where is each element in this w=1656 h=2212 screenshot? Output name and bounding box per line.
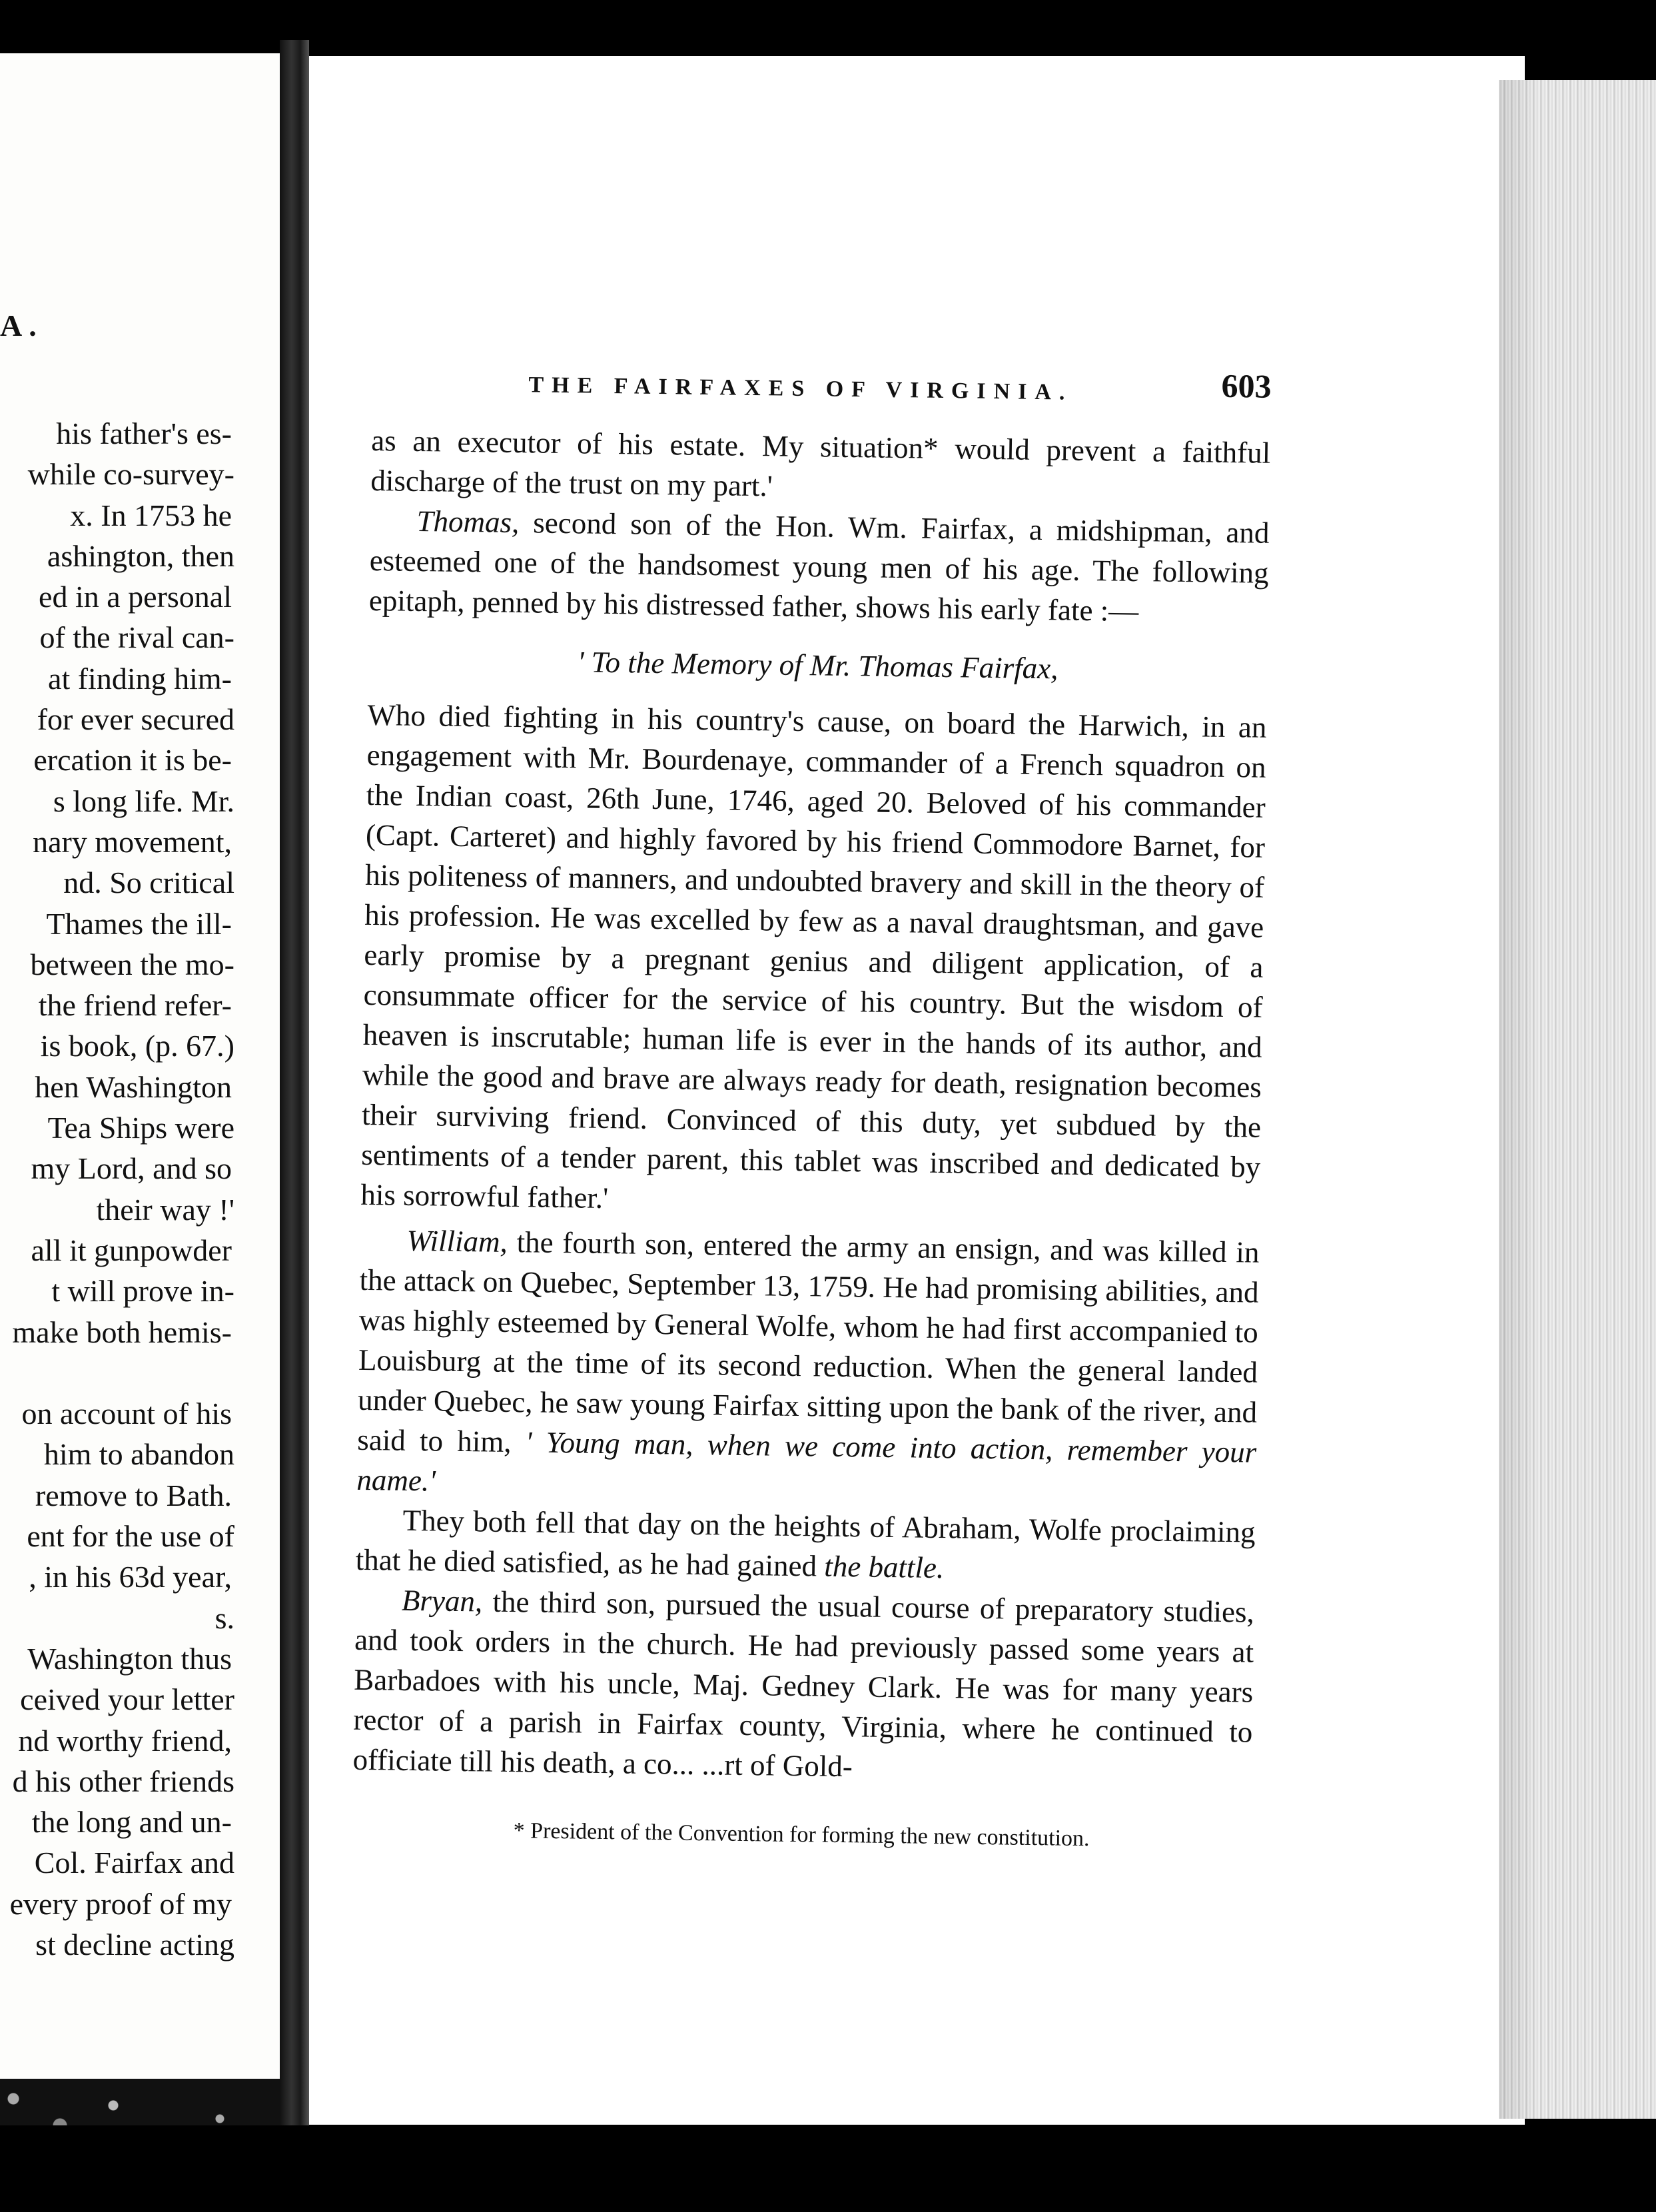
paragraph-wolfe	[355, 1500, 1256, 1592]
left-text-line: s long life. Mr.	[53, 784, 234, 818]
right-page	[309, 56, 1525, 2125]
paragraph-thomas-text: second son of the Hon. Wm. Fairfax, a midshipman, and esteemed one of the handsomest young men of his age. The following epitaph, penned by his distressed father, shows his early fate :—	[368, 506, 1270, 628]
epitaph-title: ' To the Memory of Mr. Thomas Fairfax,	[577, 645, 1058, 686]
left-text-line: ceived your letter	[20, 1682, 234, 1717]
name-thomas: Thomas,	[416, 504, 520, 540]
left-page-text	[0, 413, 232, 1965]
left-text-line: Col. Fairfax and	[34, 1846, 234, 1880]
footnote: * President of the Convention for forming the new constitution.	[513, 1818, 1090, 1852]
left-text-line: make both hemis-	[12, 1315, 232, 1349]
paragraph-bryan-text: the third son, pursued the usual course of preparatory studies, and took orders in the church. He had previously passed some years at Barbadoes with his uncle, Maj. Gedney Clark. He was for many years rector of a parish in Fairfax county, Virginia, where he continued to officiate till his death, a co... ...rt of Gold-	[352, 1584, 1255, 1784]
left-text-line: my Lord, and so	[31, 1151, 232, 1186]
left-text-line: him to abandon	[43, 1437, 234, 1472]
running-head	[372, 359, 1272, 425]
left-text-line: of the rival can-	[39, 620, 234, 655]
running-title: THE FAIRFAXES OF VIRGINIA.	[528, 372, 1073, 405]
left-text-line: at finding him-	[48, 661, 232, 696]
left-text-line: all it gunpowder	[31, 1233, 232, 1267]
left-text-line: st decline acting	[35, 1927, 234, 1961]
left-text-line: d his other friends	[12, 1764, 234, 1798]
left-running-head: A.	[0, 308, 43, 342]
the-battle: the battle.	[823, 1549, 945, 1585]
left-text-line: nary movement,	[33, 824, 232, 859]
left-text-line: the long and un-	[31, 1805, 232, 1840]
left-text-line: while co-survey-	[27, 457, 234, 492]
left-text-line: their way !'	[96, 1192, 234, 1227]
left-text-line: between the mo-	[30, 947, 234, 981]
paragraph-executor: as an executor of his estate. My situation* would prevent a faithful discharge of the trust on my part.'	[370, 423, 1271, 503]
page-number: 603	[1221, 366, 1272, 405]
left-text-line: Washington thus	[27, 1641, 232, 1676]
left-text-line: , in his 63d year,	[29, 1560, 232, 1594]
left-text-line: Tea Ships were	[47, 1111, 234, 1145]
scan-background-bottom	[0, 2125, 1656, 2212]
paragraph-wolfe-text: They both fell that day on the heights of Abraham, Wolfe proclaiming that he died satisfied, as he had gained	[355, 1503, 1256, 1583]
paragraph-william-text: the fourth son, entered the army an ensign, and was killed in the attack on Quebec, September 13, 1759. He had promising abilities, and was highly esteemed by General Wolfe, whom he had first accompanied to Louisburg at the time of its second reduction. When the general landed under Quebec, he saw young Fairfax sitting upon the bank of the river, and said to him,	[357, 1225, 1260, 1459]
left-text-line: is book, (p. 67.)	[40, 1029, 234, 1063]
left-facing-page	[0, 53, 280, 2132]
paragraph-william	[356, 1220, 1260, 1512]
left-text-line: the friend refer-	[38, 988, 232, 1023]
left-text-line	[0, 1353, 234, 1393]
left-text-line: s.	[214, 1600, 234, 1635]
left-text-line: ashington, then	[47, 538, 234, 573]
left-text-line: for ever secured	[37, 702, 234, 737]
page-edge-shadow	[1499, 80, 1539, 2119]
left-text-line: every proof of my	[9, 1886, 232, 1921]
left-text-line: ercation it is be-	[33, 743, 232, 778]
left-text-line: x. In 1753 he	[70, 498, 232, 532]
paragraph-thomas	[369, 500, 1270, 633]
left-text-line: nd. So critical	[63, 865, 234, 900]
left-text-line: remove to Bath.	[35, 1478, 232, 1512]
left-text-line: ent for the use of	[27, 1519, 234, 1554]
epitaph-body: Who died fighting in his country's cause, on board the Harwich, in an engagement with Mr. Bourdenaye, commander of a French squadron on the Indian coast, 26th June, 1746, aged 20. Beloved of his commander (Capt. Carteret) and highly favored by his friend Commodore Barnet, for his politeness of manners, and undoubted bravery and skill in the theory of his profession. He was excelled by few as a naval draughtsman, and gave early promise by a pregnant genius and diligent application, of a consummate officer for the service of his country. But the wisdom of heaven is inscrutable; human life is ever in the hands of its author, and while the good and brave are always ready for death, resignation becomes their surviving friend. Convinced of this duty, yet subdued by the sentiments of a tender parent, this tablet was inscribed and dedicated by his sorrowful father.'	[360, 698, 1267, 1215]
name-william: William,	[406, 1223, 508, 1259]
wolfe-quote: ' Young man, when we come into action, remember your name.'	[356, 1425, 1257, 1498]
left-text-line: t will prove in-	[51, 1274, 234, 1309]
left-text-line: on account of his	[21, 1396, 232, 1431]
left-text-line: nd worthy friend,	[18, 1723, 232, 1758]
name-bryan: Bryan,	[401, 1583, 483, 1618]
left-text-line: ed in a personal	[39, 580, 232, 614]
left-text-line: his father's es-	[56, 416, 232, 450]
left-text-line: hen Washington	[35, 1069, 232, 1104]
page-content	[351, 359, 1271, 1879]
left-text-line: Thames the ill-	[46, 906, 232, 941]
book-spine-gutter	[280, 40, 309, 2159]
paragraph-bryan	[352, 1580, 1254, 1792]
